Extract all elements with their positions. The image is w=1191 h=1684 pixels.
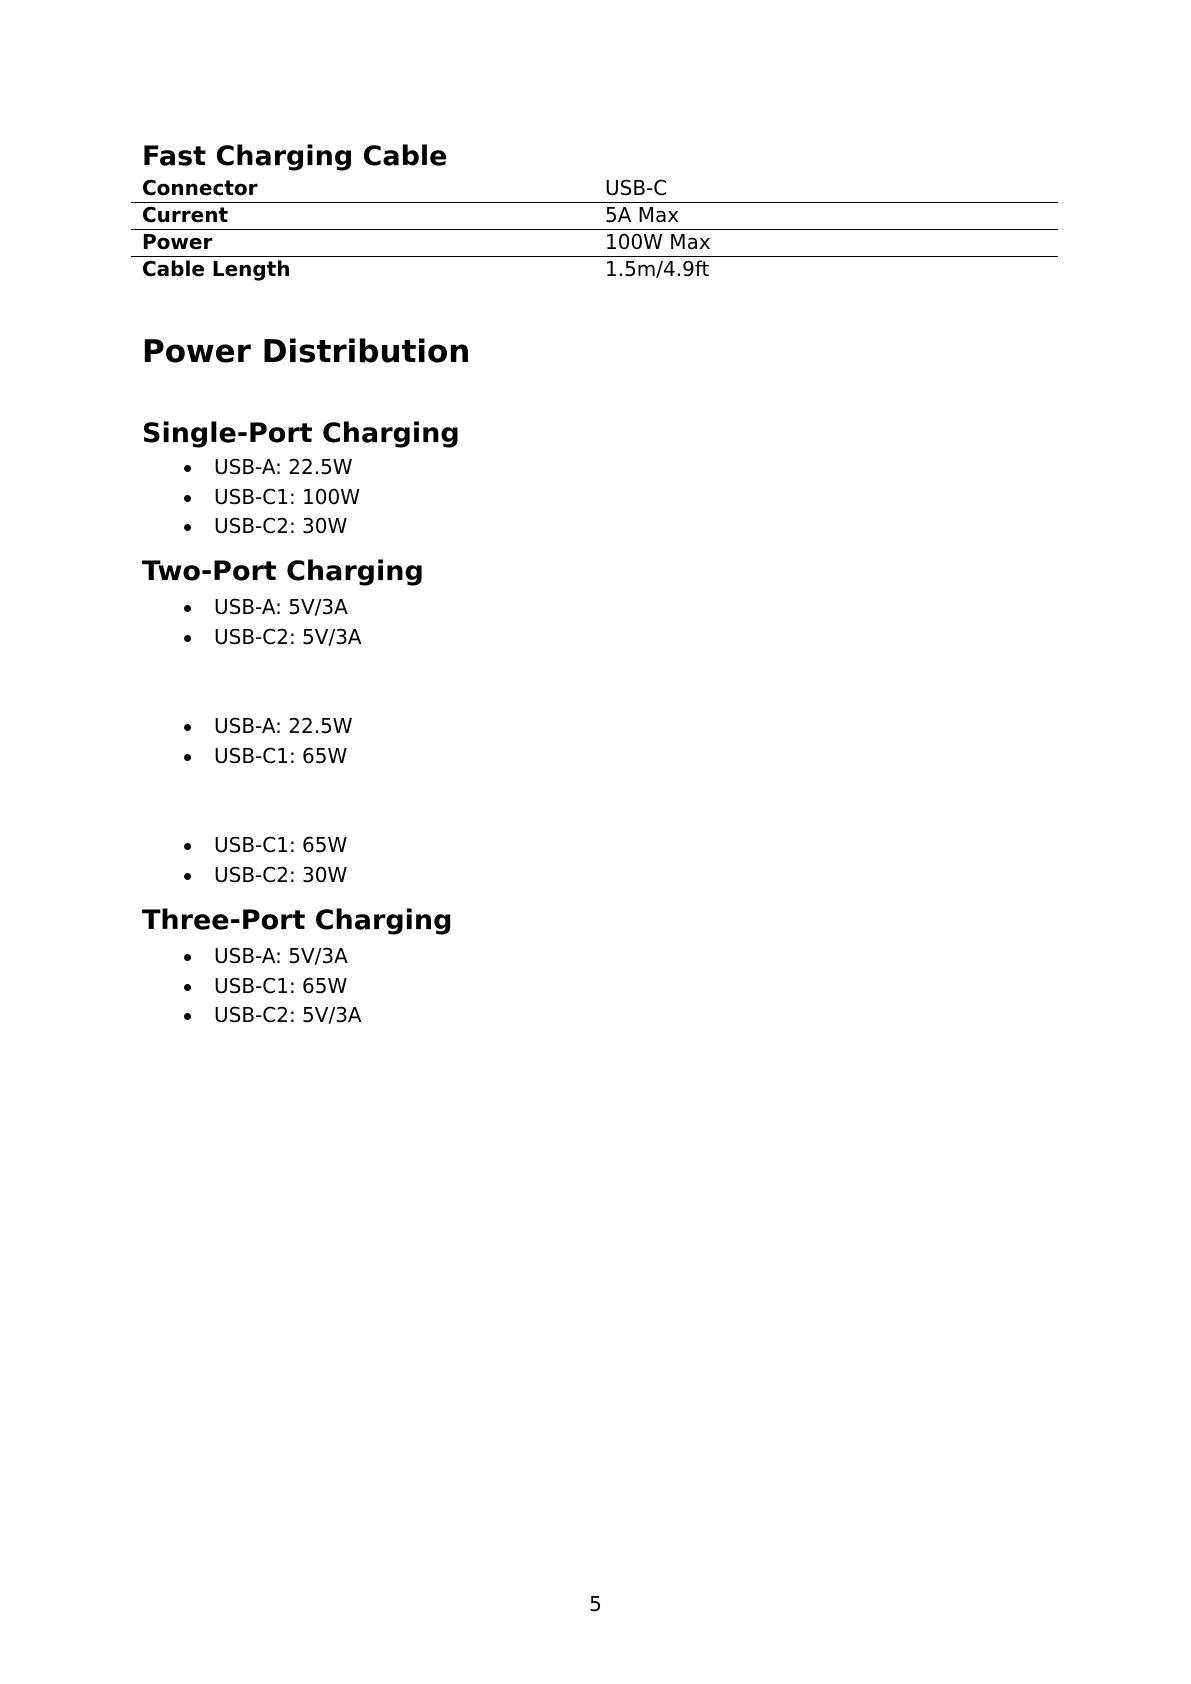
three-port-title: Three-Port Charging	[142, 905, 453, 936]
bullet-icon	[184, 843, 191, 850]
cable-spec-table	[131, 176, 1058, 283]
page-number: 5	[589, 1592, 602, 1616]
bullet-icon	[184, 524, 191, 531]
bullet-icon	[184, 635, 191, 642]
bullet-icon	[184, 465, 191, 472]
bullet-icon	[184, 954, 191, 961]
bullet-icon	[184, 495, 191, 502]
spec-value: 100W Max	[605, 230, 711, 254]
spec-label: Connector	[142, 176, 258, 200]
bullet-icon	[184, 754, 191, 761]
cable-section-title: Fast Charging Cable	[142, 141, 448, 172]
power-distribution-title: Power Distribution	[142, 334, 471, 370]
spec-value: 1.5m/4.9ft	[605, 257, 710, 281]
table-row	[131, 257, 1058, 284]
spec-label: Power	[142, 230, 213, 254]
bullet-icon	[184, 984, 191, 991]
table-row	[131, 203, 1058, 230]
two-port-title: Two-Port Charging	[142, 556, 424, 587]
spec-value: 5A Max	[605, 203, 680, 227]
table-row	[131, 230, 1058, 257]
table-row	[131, 176, 1058, 203]
bullet-icon	[184, 1013, 191, 1020]
single-port-title: Single-Port Charging	[142, 418, 460, 449]
document-page: Fast Charging Cable Connector USB-C Current 5A Max Power 100W Max Cable Length 1.5m/4.9ft Power Distribution Single-Port Charging USB-A: 22.5W USB-C1: 100W USB-C2: 30W Two-Port Charging USB-A: 5V/3A USB-C2: 5V/3A USB-A: 22.5W USB-C1: 65W USB-C1: 65W USB-C2: 30W Three-Port Charging USB-A: 5V/3A USB-C1: 65W USB-C2: 5V/3A 5	[0, 0, 1191, 1684]
bullet-icon	[184, 873, 191, 880]
bullet-icon	[184, 724, 191, 731]
bullet-icon	[184, 605, 191, 612]
spec-value: USB-C	[605, 176, 668, 200]
spec-label: Cable Length	[142, 257, 291, 281]
spec-label: Current	[142, 203, 229, 227]
